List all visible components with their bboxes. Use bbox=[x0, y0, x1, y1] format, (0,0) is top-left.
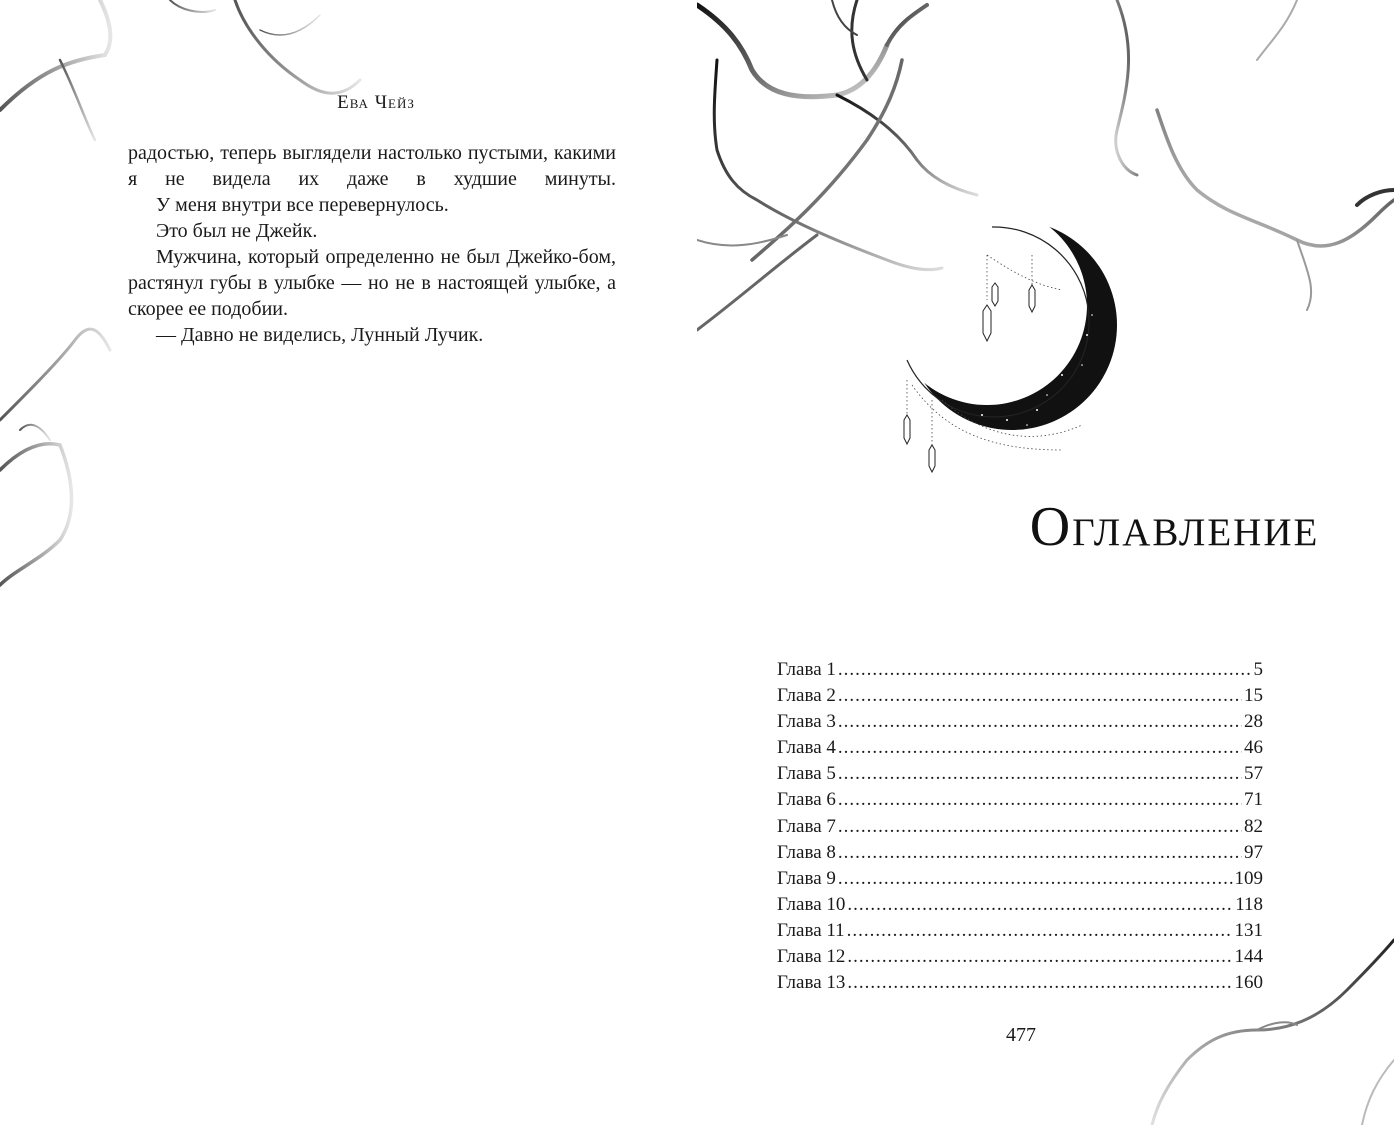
body-text bbox=[128, 140, 616, 348]
toc-leader-dots bbox=[838, 683, 1242, 709]
toc-entry[interactable] bbox=[777, 970, 1263, 996]
toc-entry-page: 109 bbox=[1234, 867, 1263, 889]
toc-entry-page: 5 bbox=[1253, 659, 1263, 680]
toc-entry-label: Глава 11 bbox=[777, 919, 845, 941]
toc-leader-dots bbox=[847, 944, 1232, 970]
toc-entry-page: 28 bbox=[1244, 711, 1263, 733]
paragraph: Это был не Джейк. bbox=[156, 220, 318, 242]
toc-entry-label: Глава 2 bbox=[777, 685, 836, 707]
toc-entry-label: Глава 12 bbox=[777, 946, 846, 968]
toc-entry-page: 46 bbox=[1244, 737, 1263, 759]
toc-entry-page: 144 bbox=[1234, 946, 1263, 968]
page-number: 477 bbox=[1006, 1024, 1036, 1046]
toc-entry-label: Глава 4 bbox=[777, 737, 836, 759]
toc-entry-page: 131 bbox=[1234, 919, 1263, 941]
toc-entry[interactable] bbox=[777, 735, 1263, 761]
toc-leader-dots bbox=[838, 787, 1242, 813]
page-title: Оглавление bbox=[1029, 496, 1320, 558]
toc-entry-label: Глава 6 bbox=[777, 789, 836, 811]
toc-entry[interactable] bbox=[777, 814, 1263, 840]
toc-entry-page: 97 bbox=[1244, 841, 1263, 863]
toc-leader-dots bbox=[838, 761, 1242, 787]
toc-entry[interactable] bbox=[777, 657, 1263, 683]
right-page bbox=[697, 0, 1394, 1125]
toc-entry[interactable] bbox=[777, 683, 1263, 709]
toc-leader-dots bbox=[847, 892, 1233, 918]
toc-leader-dots bbox=[838, 735, 1242, 761]
toc-entry-label: Глава 7 bbox=[777, 815, 836, 837]
toc-entry[interactable] bbox=[777, 918, 1263, 944]
paragraph: радостью, теперь выглядели настолько пустыми, какими я не видела их даже в худшие минуты. bbox=[128, 142, 616, 190]
toc-entry[interactable] bbox=[777, 787, 1263, 813]
toc-leader-dots bbox=[838, 866, 1233, 892]
toc-entry[interactable] bbox=[777, 944, 1263, 970]
paragraph: У меня внутри все перевернулось. bbox=[156, 194, 449, 216]
toc-entry-label: Глава 1 bbox=[777, 659, 836, 680]
toc-entry[interactable] bbox=[777, 892, 1263, 918]
toc-entry-label: Глава 13 bbox=[777, 972, 846, 994]
toc-entry-label: Глава 5 bbox=[777, 763, 836, 785]
toc-leader-dots bbox=[838, 657, 1252, 683]
toc-entry[interactable] bbox=[777, 709, 1263, 735]
toc-leader-dots bbox=[847, 918, 1233, 944]
toc-leader-dots bbox=[847, 970, 1232, 996]
toc-entry[interactable] bbox=[777, 840, 1263, 866]
paragraph: — Давно не виделись, Лунный Лучик. bbox=[156, 324, 484, 346]
toc-entry[interactable] bbox=[777, 761, 1263, 787]
table-of-contents bbox=[777, 657, 1263, 996]
paragraph: Мужчина, который определенно не был Джейко-бом, растянул губы в улыбке — но не в настоящей улыбке, а скорее ее подобии. bbox=[128, 246, 616, 320]
toc-entry-label: Глава 8 bbox=[777, 841, 836, 863]
toc-entry[interactable] bbox=[777, 866, 1263, 892]
toc-leader-dots bbox=[838, 840, 1242, 866]
toc-entry-label: Глава 9 bbox=[777, 867, 836, 889]
toc-entry-page: 160 bbox=[1234, 972, 1263, 994]
toc-entry-page: 82 bbox=[1244, 815, 1263, 837]
toc-leader-dots bbox=[838, 814, 1242, 840]
toc-entry-page: 118 bbox=[1235, 893, 1263, 915]
toc-entry-label: Глава 10 bbox=[777, 893, 846, 915]
toc-leader-dots bbox=[838, 709, 1242, 735]
crescent-moon-illustration bbox=[887, 215, 1127, 475]
running-head-author: Ева Чейз bbox=[337, 92, 415, 113]
toc-entry-label: Глава 3 bbox=[777, 711, 836, 733]
toc-entry-page: 57 bbox=[1244, 763, 1263, 785]
toc-entry-page: 15 bbox=[1244, 685, 1263, 707]
toc-entry-page: 71 bbox=[1244, 789, 1263, 811]
